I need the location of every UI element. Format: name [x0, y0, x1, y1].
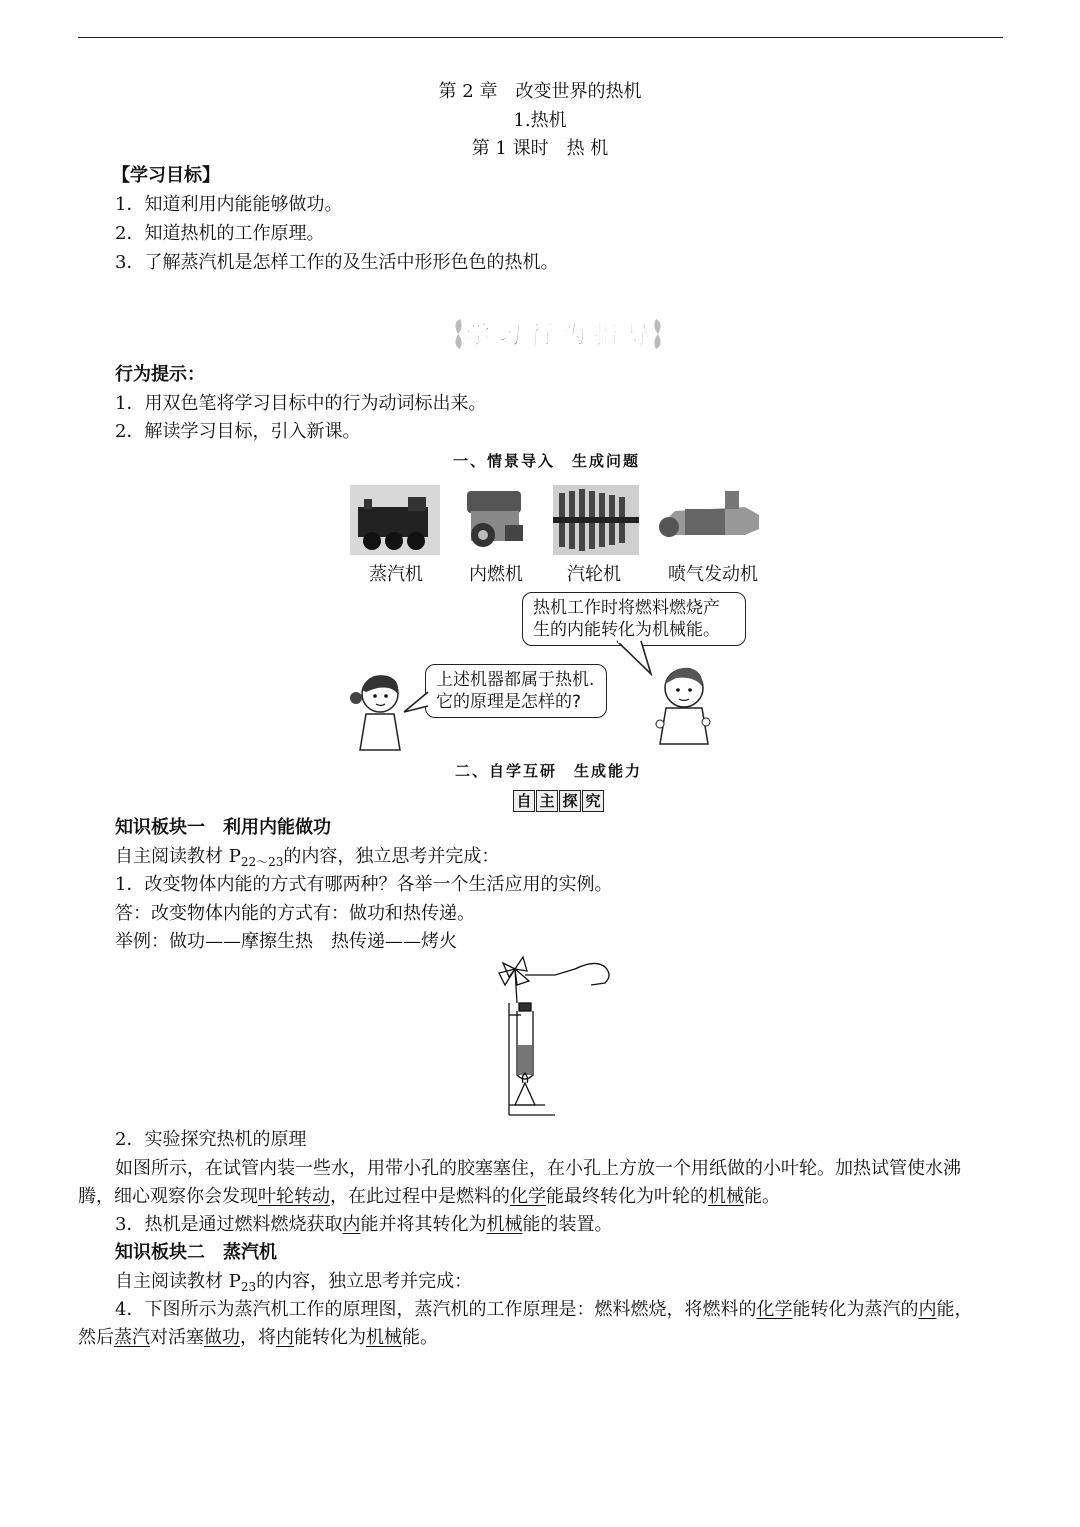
block2-heading: 知识板块二 蒸汽机 [115, 1242, 277, 1263]
question-2: 2．实验探究热机的原理 [115, 1129, 307, 1150]
behavior-heading: 行为提示： [115, 364, 205, 385]
answer-blank: 机械 [486, 1214, 523, 1235]
answer-blank: 内 [276, 1327, 294, 1348]
bubble-line: 热机工作时将燃料燃烧产 [533, 598, 720, 618]
experiment-apparatus-diagram [495, 955, 620, 1120]
part2-title: 二、自学互研 生成能力 [455, 762, 643, 780]
stamp-char: 主 [536, 790, 558, 812]
paragraph-2b: 腾，细心观察你会发现叶轮转动，在此过程中是燃料的化学能最终转化为叶轮的机械能。 [78, 1186, 780, 1207]
goals-heading: 【学习目标】 [112, 165, 220, 186]
paragraph-2a: 如图所示，在试管内装一些水，用带小孔的胶塞塞住，在小孔上方放一个用纸做的小叶轮。加热试管使水沸 [115, 1158, 961, 1179]
self-study-stamp [513, 790, 605, 812]
question-3: 3．热机是通过燃料燃烧获取内能并将其转化为机械能的装置。 [115, 1214, 613, 1235]
question-1: 1．改变物体内能的方式有哪两种？各举一个生活应用的实例。 [115, 874, 613, 895]
jet-engine-image [655, 485, 765, 555]
example-1: 举例：做功——摩擦生热 热传递——烤火 [115, 931, 457, 952]
behavior-item: 2．解读学习目标，引入新课。 [115, 421, 361, 442]
lesson-title: 第 1 课时 热 机 [471, 138, 609, 159]
block1-reading: 自主阅读教材 $P_{22\sim 23}$的内容，独立思考并完成： [115, 846, 500, 869]
chapter-title: 第 2 章 改变世界的热机 [438, 81, 642, 102]
answer-blank: 内 [342, 1214, 361, 1235]
section-title: 1.热机 [513, 110, 567, 131]
goal-item: 2．知道热机的工作原理。 [115, 223, 325, 244]
goal-item: 1．知道利用内能能够做功。 [115, 194, 343, 215]
answer-blank: 机械 [366, 1327, 402, 1348]
caption-jet-engine: 喷气发动机 [668, 564, 758, 585]
header-rule [78, 37, 1003, 38]
girl-cartoon-icon [348, 668, 410, 754]
banner-char: 为 [562, 321, 586, 349]
banner-char: 习 [498, 321, 522, 349]
steam-engine-image [350, 485, 440, 555]
caption-combustion-engine: 内燃机 [469, 564, 523, 585]
answer-blank: 做功 [204, 1327, 240, 1348]
banner-char: 行 [530, 321, 554, 349]
banner-char: 指 [594, 321, 618, 349]
stamp-char: 自 [513, 790, 535, 812]
internal-combustion-engine-image [455, 485, 535, 555]
block1-heading: 知识板块一 利用内能做功 [115, 817, 331, 838]
goal-item: 3．了解蒸汽机是怎样工作的及生活中形形色色的热机。 [115, 252, 559, 273]
question-4: 4．下图所示为蒸汽机工作的原理图，蒸汽机的工作原理是：燃料燃烧，将燃料的化学能转化为蒸汽的内能， [115, 1299, 973, 1320]
behavior-item: 1．用双色笔将学习目标中的行为动词标出来。 [115, 393, 487, 414]
answer-blank: 蒸汽 [114, 1327, 150, 1348]
banner-char: 导 [626, 321, 650, 349]
bubble-tail [615, 640, 655, 676]
banner-char: 学 [466, 321, 490, 349]
caption-steam-engine: 蒸汽机 [369, 564, 423, 585]
study-guide-banner [448, 313, 668, 355]
speech-bubble-boy [522, 592, 746, 646]
steam-turbine-image [553, 485, 639, 555]
boy-cartoon-icon [650, 660, 718, 746]
answer-blank: 化学 [510, 1186, 546, 1207]
answer-1: 答：改变物体内能的方式有：做功和热传递。 [115, 903, 475, 924]
caption-turbine: 汽轮机 [567, 564, 621, 585]
part1-title: 一、情景导入 生成问题 [453, 452, 641, 470]
answer-blank: 内 [918, 1299, 937, 1320]
bubble-line: 生的内能转化为机械能。 [533, 620, 720, 640]
block2-reading: 自主阅读教材 $P_{23}$的内容，独立思考并完成： [115, 1271, 473, 1294]
stamp-char: 探 [559, 790, 581, 812]
bubble-line: 它的原理是怎样的? [436, 692, 582, 712]
answer-blank: 机械 [708, 1186, 744, 1207]
bubble-line: 上述机器都属于热机. [436, 670, 595, 690]
stamp-char: 究 [582, 790, 604, 812]
question-4-continued: 然后蒸汽对活塞做功，将内能转化为机械能。 [78, 1327, 438, 1348]
answer-blank: 叶轮转动 [258, 1186, 330, 1207]
speech-bubble-girl [425, 664, 607, 718]
answer-blank: 化学 [756, 1299, 793, 1320]
